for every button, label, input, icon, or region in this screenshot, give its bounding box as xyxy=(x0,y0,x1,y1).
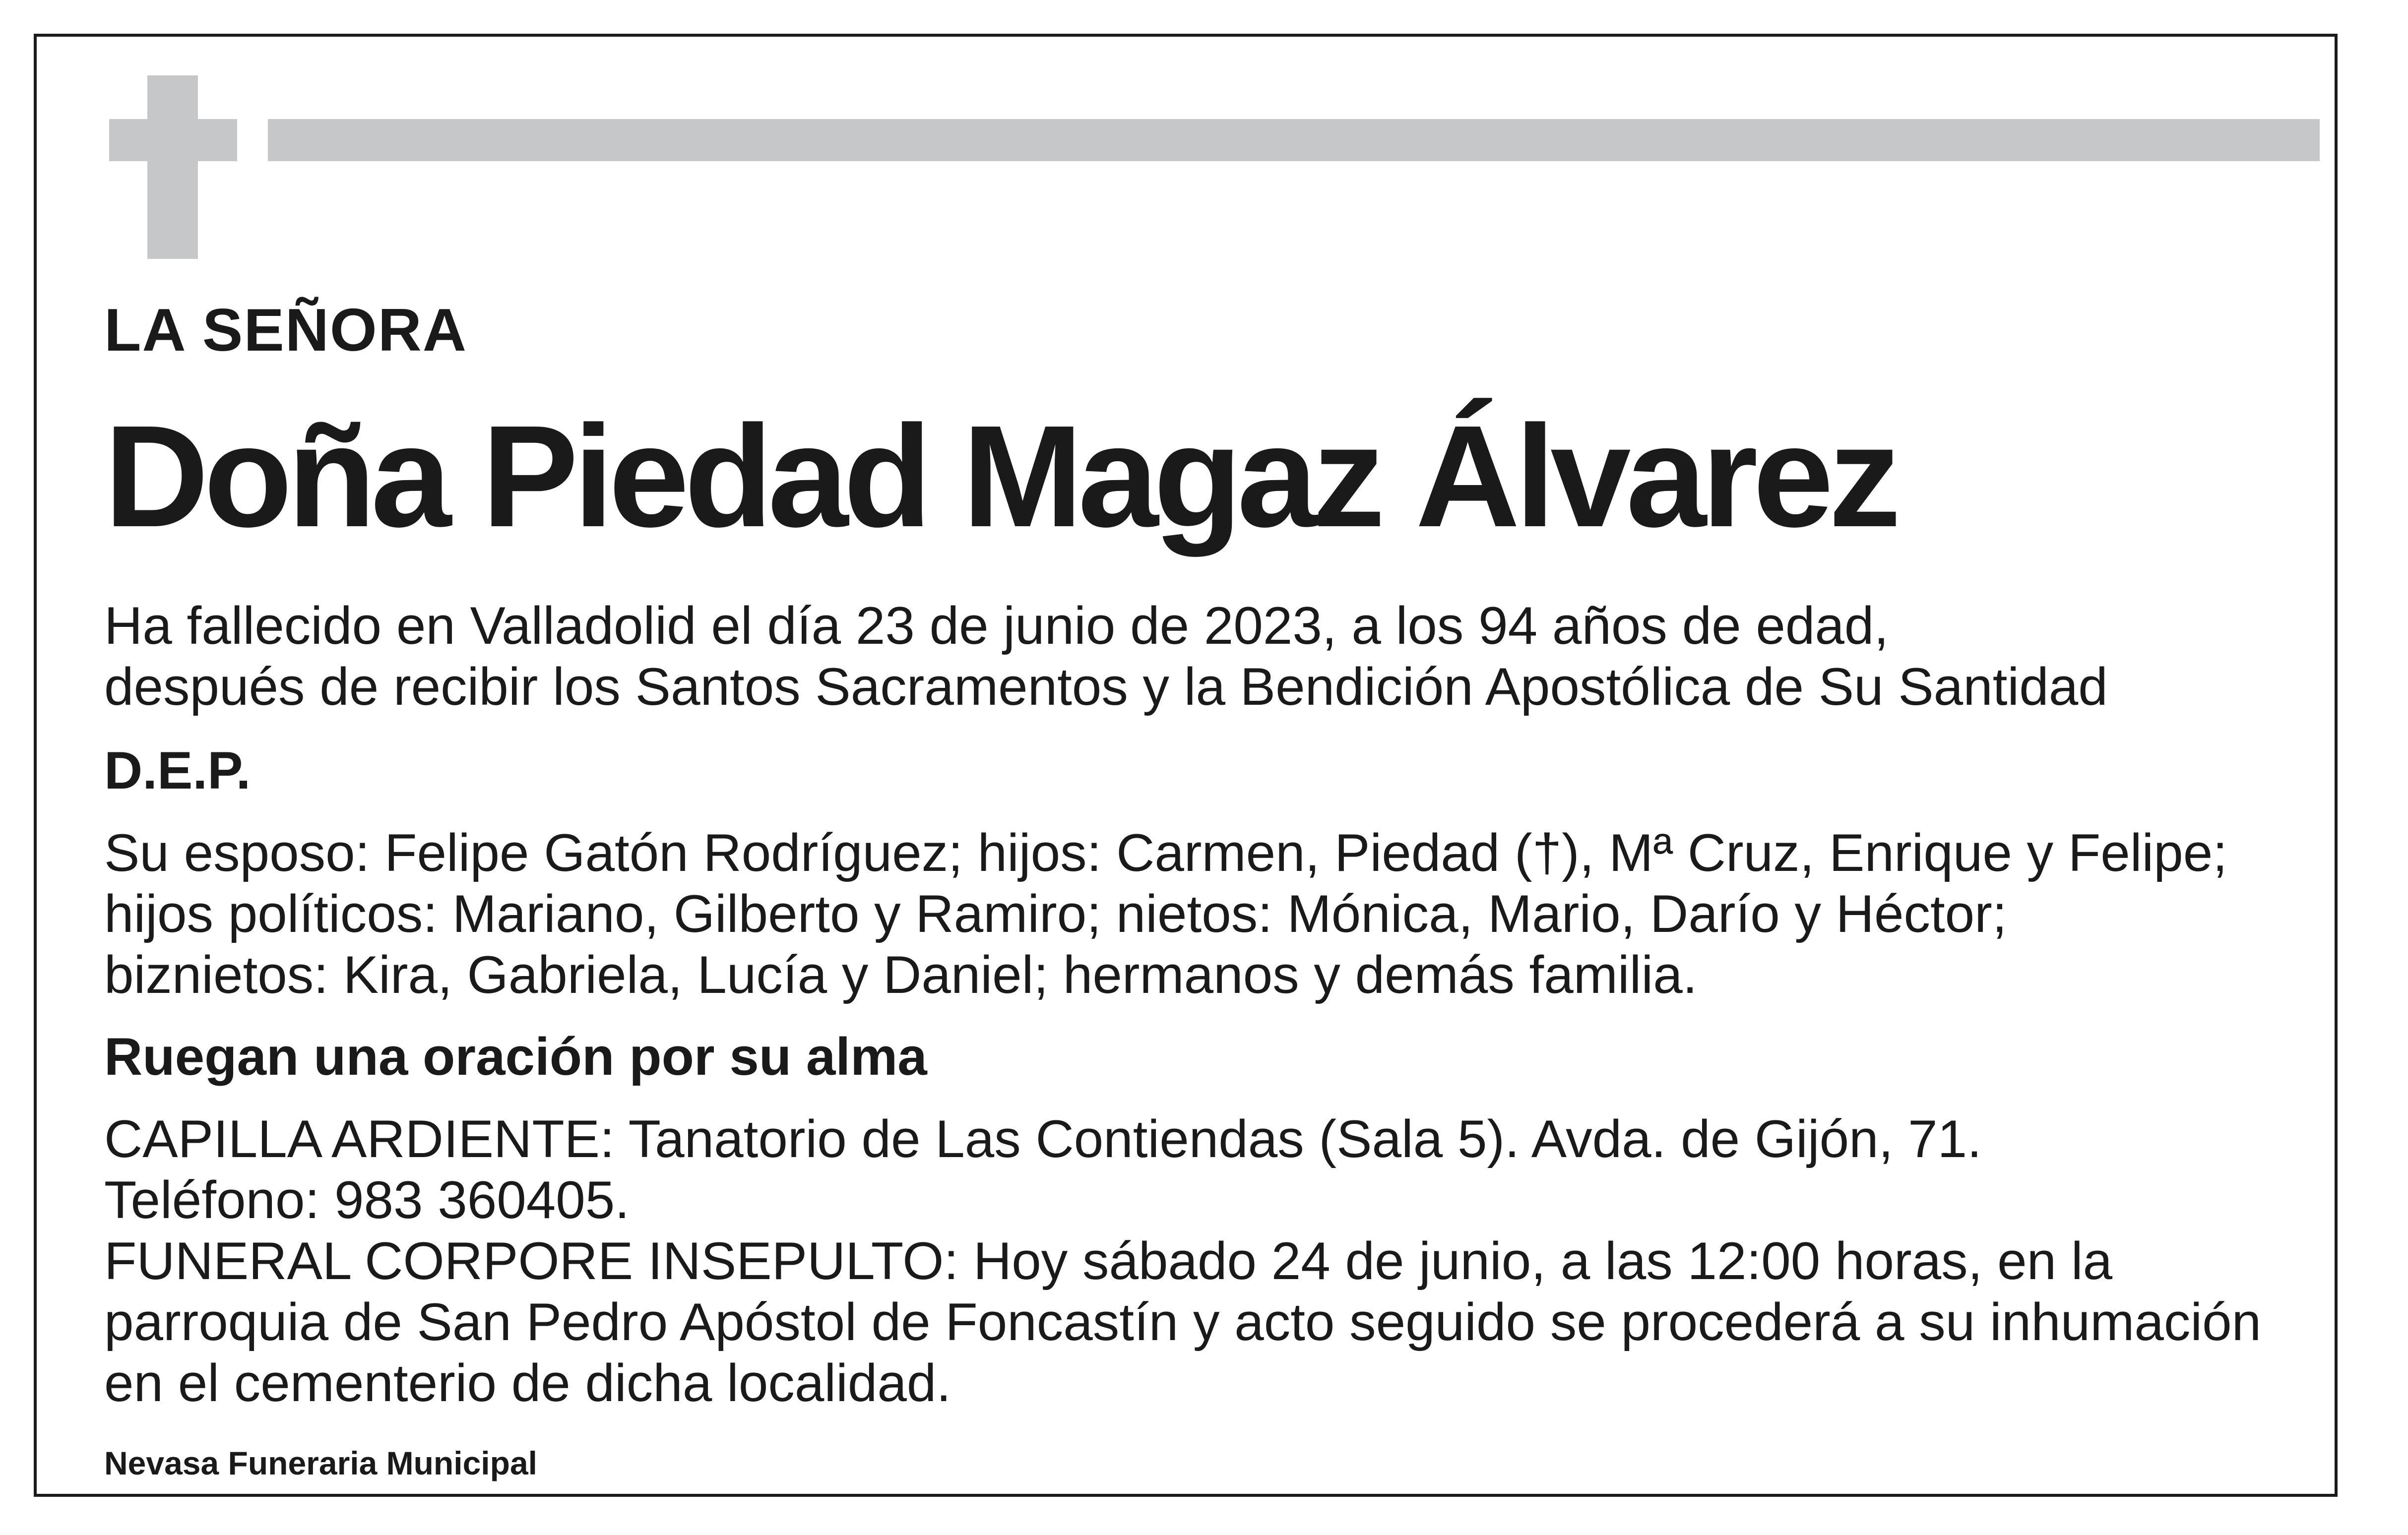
dep-heading: D.E.P. xyxy=(104,740,251,800)
deceased-name: Doña Piedad Magaz Álvarez xyxy=(104,395,1897,557)
service-details-line: parroquia de San Pedro Apóstol de Foncastín y acto seguido se procederá a su inhumación xyxy=(104,1292,2262,1351)
cross-icon-vertical-bar xyxy=(147,75,198,259)
family-list-line: biznietos: Kira, Gabriela, Lucía y Daniel; hermanos y demás familia. xyxy=(104,945,1698,1004)
service-details-line: FUNERAL CORPORE INSEPULTO: Hoy sábado 24 de junio, a las 12:00 horas, en la xyxy=(104,1231,2113,1290)
prayer-heading: Ruegan una oración por su alma xyxy=(104,1027,927,1086)
cross-icon-horizontal-bar xyxy=(109,119,237,161)
obituary-content xyxy=(104,293,2317,1483)
death-announcement-line: después de recibir los Santos Sacramentos y la Bendición Apostólica de Su Santidad xyxy=(104,657,2108,716)
header-rule xyxy=(268,119,2320,161)
funeral-home-credit: Nevasa Funeraria Municipal xyxy=(104,1445,537,1481)
family-list-line: hijos políticos: Mariano, Gilberto y Ramiro; nietos: Mónica, Mario, Darío y Héctor; xyxy=(104,884,2007,943)
death-announcement xyxy=(104,595,2317,717)
service-details-line: Teléfono: 983 360405. xyxy=(104,1170,630,1229)
family-list-line: Su esposo: Felipe Gatón Rodríguez; hijos: Carmen, Piedad (†), Mª Cruz, Enrique y Felipe; xyxy=(104,823,2227,882)
service-details-line: CAPILLA ARDIENTE: Tanatorio de Las Contiendas (Sala 5). Avda. de Gijón, 71. xyxy=(104,1109,1982,1168)
death-announcement-line: Ha fallecido en Valladolid el día 23 de junio de 2023, a los 94 años de edad, xyxy=(104,596,1889,655)
family-list xyxy=(104,822,2317,1005)
service-details xyxy=(104,1108,2317,1413)
honorific: LA SEÑORA xyxy=(104,296,467,364)
service-details-line: en el cementerio de dicha localidad. xyxy=(104,1353,951,1412)
